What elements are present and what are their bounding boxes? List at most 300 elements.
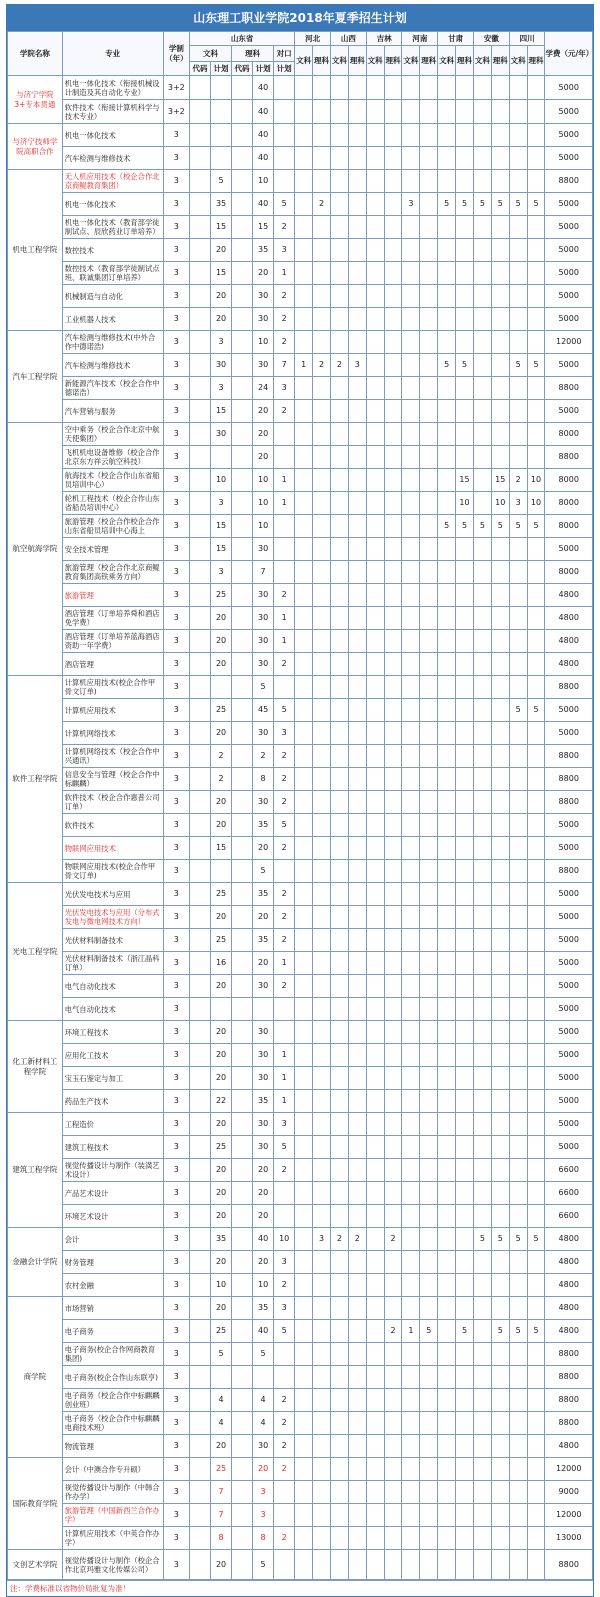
- plan-cell: 5: [456, 515, 474, 538]
- plan-cell: [402, 377, 420, 400]
- plan-cell: 30: [253, 607, 274, 630]
- plan-cell: [232, 1366, 253, 1389]
- years-cell: 3: [163, 607, 189, 630]
- plan-cell: [509, 1044, 527, 1067]
- plan-cell: [473, 538, 491, 561]
- plan-cell: [527, 676, 545, 699]
- plan-cell: 1: [274, 1067, 295, 1090]
- plan-cell: [189, 285, 210, 308]
- plan-cell: [473, 1527, 491, 1550]
- plan-cell: [456, 1550, 474, 1580]
- header-plan: 计划: [211, 62, 232, 76]
- plan-cell: [509, 1021, 527, 1044]
- plan-cell: 20: [211, 814, 232, 837]
- plan-cell: [189, 400, 210, 423]
- table-row: [8, 76, 593, 100]
- major-cell: 酒店管理（订单培养蓝海酒店资助一年学费）: [62, 630, 163, 653]
- plan-cell: 40: [253, 76, 274, 100]
- plan-cell: [456, 1527, 474, 1550]
- years-cell: 3+2: [163, 100, 189, 124]
- plan-cell: [491, 400, 509, 423]
- plan-cell: [295, 1228, 313, 1251]
- plan-cell: [313, 331, 331, 354]
- plan-cell: [491, 377, 509, 400]
- years-cell: 3: [163, 1297, 189, 1320]
- plan-cell: [491, 1044, 509, 1067]
- plan-cell: [509, 446, 527, 469]
- header-prov-henan: 河南: [402, 32, 438, 46]
- plan-cell: [189, 331, 210, 354]
- fee-cell: 6600: [545, 1182, 593, 1205]
- plan-cell: [438, 124, 456, 147]
- plan-cell: [366, 308, 384, 331]
- plan-cell: [402, 1136, 420, 1159]
- plan-cell: [456, 1136, 474, 1159]
- plan-cell: 20: [253, 446, 274, 469]
- plan-cell: [473, 699, 491, 722]
- plan-cell: [402, 561, 420, 584]
- plan-cell: [509, 745, 527, 768]
- plan-cell: [456, 1090, 474, 1113]
- fee-cell: 5000: [545, 883, 593, 906]
- plan-cell: [313, 1251, 331, 1274]
- plan-cell: 2: [211, 768, 232, 791]
- plan-cell: [527, 952, 545, 975]
- plan-cell: [384, 1527, 402, 1550]
- plan-cell: [509, 584, 527, 607]
- plan-cell: [491, 1458, 509, 1481]
- plan-cell: [473, 354, 491, 377]
- plan-cell: [330, 1159, 348, 1182]
- table-row: [8, 239, 593, 262]
- fee-cell: 8800: [545, 377, 593, 400]
- plan-cell: [438, 607, 456, 630]
- plan-cell: 30: [253, 285, 274, 308]
- plan-cell: [384, 653, 402, 676]
- college-name-cell: 与济宁技师学院高职合作: [8, 124, 63, 170]
- plan-cell: 3: [253, 1481, 274, 1504]
- plan-cell: [330, 883, 348, 906]
- plan-cell: [473, 883, 491, 906]
- plan-cell: [402, 515, 420, 538]
- plan-cell: [527, 1159, 545, 1182]
- plan-cell: [491, 1136, 509, 1159]
- plan-cell: [509, 1113, 527, 1136]
- plan-cell: [402, 124, 420, 147]
- plan-cell: [330, 262, 348, 285]
- table-row: [8, 1182, 593, 1205]
- plan-cell: 5: [491, 515, 509, 538]
- table-row: [8, 1389, 593, 1412]
- plan-cell: [509, 860, 527, 883]
- plan-cell: [438, 100, 456, 124]
- plan-cell: 16: [211, 952, 232, 975]
- plan-cell: [366, 975, 384, 998]
- plan-cell: [491, 1274, 509, 1297]
- plan-cell: [330, 1274, 348, 1297]
- plan-cell: 5: [491, 1228, 509, 1251]
- plan-cell: [456, 538, 474, 561]
- plan-cell: [232, 216, 253, 239]
- plan-cell: [189, 100, 210, 124]
- plan-cell: [456, 1389, 474, 1412]
- plan-cell: [491, 124, 509, 147]
- plan-cell: [189, 975, 210, 998]
- plan-cell: [348, 377, 366, 400]
- plan-cell: [420, 1389, 438, 1412]
- plan-cell: [384, 1412, 402, 1435]
- plan-cell: [330, 1044, 348, 1067]
- plan-cell: 20: [211, 285, 232, 308]
- plan-cell: [348, 170, 366, 193]
- plan-cell: [402, 860, 420, 883]
- plan-cell: [330, 1458, 348, 1481]
- fee-cell: 8800: [545, 791, 593, 814]
- plan-cell: [438, 1205, 456, 1228]
- fee-cell: 8800: [545, 676, 593, 699]
- plan-cell: [295, 676, 313, 699]
- plan-cell: 2: [274, 1389, 295, 1412]
- plan-cell: [274, 147, 295, 170]
- plan-cell: [274, 561, 295, 584]
- plan-cell: [473, 929, 491, 952]
- plan-cell: [456, 1343, 474, 1366]
- plan-cell: 20: [211, 906, 232, 929]
- plan-cell: [420, 1182, 438, 1205]
- plan-cell: [456, 1021, 474, 1044]
- plan-cell: [527, 1550, 545, 1580]
- plan-cell: [420, 837, 438, 860]
- plan-cell: 20: [253, 1205, 274, 1228]
- plan-cell: [232, 492, 253, 515]
- plan-cell: [313, 906, 331, 929]
- plan-cell: [473, 837, 491, 860]
- plan-cell: [438, 860, 456, 883]
- plan-cell: [295, 193, 313, 216]
- plan-cell: [384, 354, 402, 377]
- plan-cell: [232, 170, 253, 193]
- plan-cell: [527, 607, 545, 630]
- plan-cell: [491, 722, 509, 745]
- plan-cell: [438, 331, 456, 354]
- plan-cell: 30: [253, 1113, 274, 1136]
- plan-cell: [189, 538, 210, 561]
- plan-cell: [384, 1113, 402, 1136]
- fee-cell: 5000: [545, 100, 593, 124]
- plan-cell: [348, 423, 366, 446]
- plan-cell: [491, 216, 509, 239]
- plan-cell: [295, 860, 313, 883]
- plan-cell: [348, 1274, 366, 1297]
- plan-cell: [384, 1458, 402, 1481]
- plan-cell: 35: [253, 1090, 274, 1113]
- plan-cell: 15: [211, 515, 232, 538]
- plan-cell: 30: [253, 1435, 274, 1458]
- plan-cell: [189, 883, 210, 906]
- plan-cell: [456, 1458, 474, 1481]
- plan-cell: [402, 906, 420, 929]
- plan-cell: 3: [274, 377, 295, 400]
- plan-cell: [438, 492, 456, 515]
- plan-cell: [438, 1251, 456, 1274]
- plan-cell: [420, 193, 438, 216]
- years-cell: 3: [163, 768, 189, 791]
- plan-cell: [313, 653, 331, 676]
- fee-cell: 8800: [545, 1412, 593, 1435]
- plan-cell: [330, 814, 348, 837]
- years-cell: 3: [163, 1412, 189, 1435]
- plan-cell: [456, 814, 474, 837]
- plan-cell: [527, 423, 545, 446]
- fee-cell: 4800: [545, 1251, 593, 1274]
- plan-cell: [330, 1297, 348, 1320]
- plan-cell: [384, 699, 402, 722]
- table-row: [8, 906, 593, 929]
- plan-cell: [330, 952, 348, 975]
- years-cell: 3: [163, 147, 189, 170]
- fee-cell: 4800: [545, 607, 593, 630]
- plan-cell: 3: [509, 492, 527, 515]
- plan-cell: [313, 515, 331, 538]
- plan-cell: [232, 331, 253, 354]
- plan-cell: 7: [211, 1504, 232, 1527]
- years-cell: 3: [163, 1021, 189, 1044]
- plan-cell: [509, 791, 527, 814]
- plan-cell: [295, 1458, 313, 1481]
- plan-cell: [313, 1550, 331, 1580]
- plan-cell: [491, 354, 509, 377]
- fee-cell: 8800: [545, 860, 593, 883]
- header-shandong: 山东省: [189, 32, 294, 46]
- plan-cell: [232, 400, 253, 423]
- plan-cell: [384, 1297, 402, 1320]
- fee-cell: 5000: [545, 906, 593, 929]
- plan-cell: [348, 676, 366, 699]
- plan-cell: [420, 952, 438, 975]
- plan-cell: [491, 837, 509, 860]
- plan-cell: [366, 170, 384, 193]
- plan-cell: [456, 1228, 474, 1251]
- years-cell: 3: [163, 1228, 189, 1251]
- plan-cell: 30: [253, 630, 274, 653]
- major-cell: 计算机应用技术(校企合作甲骨文订单): [62, 676, 163, 699]
- plan-cell: 7: [274, 354, 295, 377]
- plan-cell: [527, 883, 545, 906]
- header-plan: 计划: [274, 62, 295, 76]
- plan-cell: [438, 676, 456, 699]
- plan-cell: 2: [313, 354, 331, 377]
- plan-cell: [438, 285, 456, 308]
- table-row: [8, 561, 593, 584]
- plan-cell: [527, 630, 545, 653]
- plan-cell: [473, 492, 491, 515]
- plan-cell: [211, 76, 232, 100]
- fee-cell: 5000: [545, 193, 593, 216]
- plan-cell: 25: [211, 929, 232, 952]
- plan-cell: [295, 147, 313, 170]
- plan-cell: [420, 1228, 438, 1251]
- plan-cell: [366, 952, 384, 975]
- plan-cell: [313, 1182, 331, 1205]
- plan-cell: [295, 1113, 313, 1136]
- plan-cell: 5: [527, 1228, 545, 1251]
- plan-cell: 30: [253, 584, 274, 607]
- plan-cell: [473, 791, 491, 814]
- plan-cell: 10: [211, 469, 232, 492]
- plan-cell: [527, 239, 545, 262]
- plan-cell: [402, 1527, 420, 1550]
- plan-cell: [509, 1274, 527, 1297]
- plan-cell: [456, 653, 474, 676]
- plan-cell: [438, 1297, 456, 1320]
- major-cell: 会计: [62, 1228, 163, 1251]
- plan-cell: 5: [491, 193, 509, 216]
- fee-cell: 12000: [545, 1504, 593, 1527]
- plan-cell: [313, 538, 331, 561]
- plan-cell: [366, 1021, 384, 1044]
- plan-cell: [509, 377, 527, 400]
- plan-cell: [456, 699, 474, 722]
- table-row: [8, 1504, 593, 1527]
- plan-cell: 4: [211, 1412, 232, 1435]
- plan-cell: 5: [527, 354, 545, 377]
- years-cell: 3: [163, 653, 189, 676]
- plan-cell: [189, 561, 210, 584]
- table-row: [8, 1435, 593, 1458]
- major-cell: 旅游管理: [62, 584, 163, 607]
- major-cell: 软件技术: [62, 814, 163, 837]
- major-cell: 旅游管理（校企合作校企合作山东省船员培训中心海上: [62, 515, 163, 538]
- plan-cell: [402, 1251, 420, 1274]
- plan-cell: [232, 883, 253, 906]
- plan-cell: [189, 492, 210, 515]
- major-cell: 软件技术（衔接计算机科学与技术专业）: [62, 100, 163, 124]
- plan-cell: 5: [438, 193, 456, 216]
- plan-cell: [438, 1458, 456, 1481]
- plan-cell: [348, 469, 366, 492]
- plan-cell: 15: [491, 469, 509, 492]
- plan-cell: [402, 285, 420, 308]
- plan-cell: [384, 1067, 402, 1090]
- plan-cell: 35: [253, 883, 274, 906]
- table-row: [8, 1228, 593, 1251]
- plan-cell: [420, 745, 438, 768]
- plan-cell: [384, 1136, 402, 1159]
- plan-cell: [473, 124, 491, 147]
- plan-cell: [348, 1435, 366, 1458]
- plan-cell: [232, 1067, 253, 1090]
- plan-cell: [402, 975, 420, 998]
- plan-cell: [189, 1021, 210, 1044]
- plan-cell: [473, 469, 491, 492]
- plan-cell: [232, 1412, 253, 1435]
- plan-cell: [295, 1274, 313, 1297]
- plan-cell: 5: [527, 193, 545, 216]
- plan-cell: [420, 768, 438, 791]
- plan-cell: [456, 1504, 474, 1527]
- plan-cell: [527, 975, 545, 998]
- plan-cell: [384, 952, 402, 975]
- header-code: 代码: [189, 62, 210, 76]
- plan-cell: [211, 147, 232, 170]
- plan-cell: [313, 998, 331, 1021]
- table-row: [8, 1458, 593, 1481]
- plan-cell: [420, 1159, 438, 1182]
- plan-cell: [438, 469, 456, 492]
- plan-cell: 2: [274, 285, 295, 308]
- plan-cell: [232, 906, 253, 929]
- years-cell: 3: [163, 975, 189, 998]
- plan-cell: [438, 1067, 456, 1090]
- plan-cell: [402, 745, 420, 768]
- plan-cell: [366, 791, 384, 814]
- plan-cell: [330, 1550, 348, 1580]
- plan-cell: [456, 1366, 474, 1389]
- plan-cell: [384, 1389, 402, 1412]
- plan-cell: [438, 791, 456, 814]
- plan-cell: [491, 1366, 509, 1389]
- plan-cell: 10: [253, 331, 274, 354]
- plan-cell: [527, 308, 545, 331]
- plan-cell: [384, 1090, 402, 1113]
- fee-cell: 4800: [545, 1435, 593, 1458]
- plan-cell: [527, 1067, 545, 1090]
- plan-cell: [456, 423, 474, 446]
- plan-cell: [402, 722, 420, 745]
- plan-cell: 30: [253, 653, 274, 676]
- plan-cell: 20: [211, 791, 232, 814]
- plan-cell: [509, 147, 527, 170]
- plan-cell: [330, 768, 348, 791]
- plan-cell: 10: [527, 492, 545, 515]
- years-cell: 3: [163, 193, 189, 216]
- plan-cell: [420, 653, 438, 676]
- major-cell: 光伏发电技术与应用: [62, 883, 163, 906]
- plan-cell: [313, 630, 331, 653]
- plan-cell: [402, 929, 420, 952]
- plan-cell: [456, 124, 474, 147]
- plan-cell: [420, 1136, 438, 1159]
- plan-cell: [456, 1067, 474, 1090]
- major-cell: 汽车检测与维修技术: [62, 147, 163, 170]
- plan-cell: [313, 1113, 331, 1136]
- plan-cell: 5: [253, 676, 274, 699]
- college-name-cell: 机电工程学院: [8, 170, 63, 331]
- years-cell: 3: [163, 676, 189, 699]
- plan-cell: [384, 676, 402, 699]
- plan-cell: [456, 676, 474, 699]
- plan-cell: [232, 975, 253, 998]
- plan-cell: [211, 860, 232, 883]
- plan-cell: [366, 377, 384, 400]
- plan-cell: [473, 860, 491, 883]
- plan-cell: [473, 1366, 491, 1389]
- plan-cell: [509, 1136, 527, 1159]
- plan-cell: [420, 1090, 438, 1113]
- plan-cell: 3: [211, 377, 232, 400]
- plan-cell: [330, 929, 348, 952]
- plan-cell: [456, 1481, 474, 1504]
- plan-cell: [295, 1090, 313, 1113]
- plan-cell: [420, 76, 438, 100]
- plan-cell: 20: [211, 239, 232, 262]
- plan-cell: [232, 538, 253, 561]
- plan-cell: [402, 676, 420, 699]
- plan-cell: [274, 1550, 295, 1580]
- plan-cell: [402, 1435, 420, 1458]
- plan-cell: 5: [473, 1228, 491, 1251]
- major-cell: 宝玉石鉴定与加工: [62, 1067, 163, 1090]
